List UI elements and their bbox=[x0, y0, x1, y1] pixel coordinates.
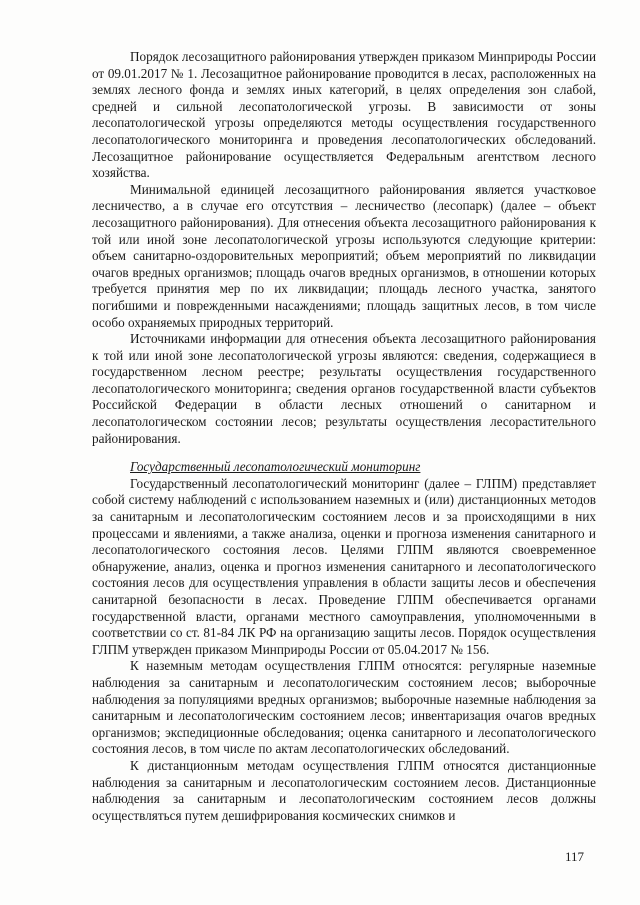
page-number: 117 bbox=[565, 849, 585, 864]
paragraph-remote-methods: К дистанционным методам осуществления ГЛПМ относятся дистанционные наблюдения за санитарным и лесопатологическим состоянием лесов. Дистанционные наблюдения за санитарным и лесопатологическим состоянием лесов должны осуществляться путем дешифрирования космических снимков и bbox=[92, 757, 596, 823]
paragraph-ground-methods: К наземным методам осуществления ГЛПМ относятся: регулярные наземные наблюдения за санитарным и лесопатологическим состоянием лесов; выборочные наблюдения за популяциями вредных организмов; выборочные наземные наблюдения за санитарным и лесопатологическим состоянием лесов; инвентаризация очагов вредных организмов; экспедиционные обследования; оценка санитарного и лесопатологического состояния лесов, в том числе по актам лесопатологических обследований. bbox=[92, 658, 596, 757]
paragraph-glpm-definition: Государственный лесопатологический мониторинг (далее – ГЛПМ) представляет собой систему наблюдений с использованием наземных и (или) дистанционных методов за санитарным и лесопатологическим состоянием лесов и за происходящими в них процессами и явлениями, а также анализа, оценки и прогноза изменения санитарного и лесопатологического состояния лесов. Целями ГЛПМ являются своевременное обнаружение, анализ, оценка и прогноз изменения санитарного и лесопатологического состояния лесов для осуществления управления в области защиты лесов и обеспечения санитарной безопасности в лесах. Проведение ГЛПМ обеспечивается органами государственной власти, органами местного самоуправления, уполномоченными в соответствии со ст. 81-84 ЛК РФ на организацию защиты лесов. Порядок осуществления ГЛПМ утвержден приказом Минприроды России от 05.04.2017 № 156. bbox=[92, 475, 596, 657]
paragraph-information-sources: Источниками информации для отнесения объекта лесозащитного районирования к той или иной зоне лесопатологической угрозы являются: сведения, содержащиеся в государственном лесном реестре; результаты осуществления государственного лесопатологического мониторинга; сведения органов государственной власти субъектов Российской Федерации в области лесных отношений о санитарном и лесопатологическом состоянии лесов; результаты осуществления лесорастительного районирования. bbox=[92, 331, 596, 446]
page-body bbox=[92, 49, 596, 824]
paragraph-zoning-unit: Минимальной единицей лесозащитного районирования является участковое лесничество, а в случае его отсутствия – лесничество (лесопарк) (далее – объект лесозащитного районирования). Для отнесения объекта лесозащитного районирования к той или иной зоне лесопатологической угрозы используются следующие критерии: объем санитарно-оздоровительных мероприятий; объем мероприятий по ликвидации очагов вредных организмов; площадь очагов вредных организмов, в отношении которых требуется принятия мер по их ликвидации; площадь лесного участка, занятого погибшими и поврежденными насаждениями; площадь защитных лесов, в том числе особо охраняемых природных территорий. bbox=[92, 181, 596, 330]
paragraph-zoning-order: Порядок лесозащитного районирования утвержден приказом Минприроды России от 09.01.2017 № 1. Лесозащитное районирование проводится в лесах, расположенных на землях лесного фонда и землях иных категорий, в целях определения зон слабой, средней и сильной лесопатологической угрозы. В зависимости от зоны лесопатологической угрозы определяются методы осуществления государственного лесопатологического мониторинга и проведения лесопатологических обследований. Лесозащитное районирование осуществляется Федеральным агентством лесного хозяйства. bbox=[92, 49, 596, 181]
section-heading: Государственный лесопатологический мониторинг bbox=[130, 459, 421, 475]
